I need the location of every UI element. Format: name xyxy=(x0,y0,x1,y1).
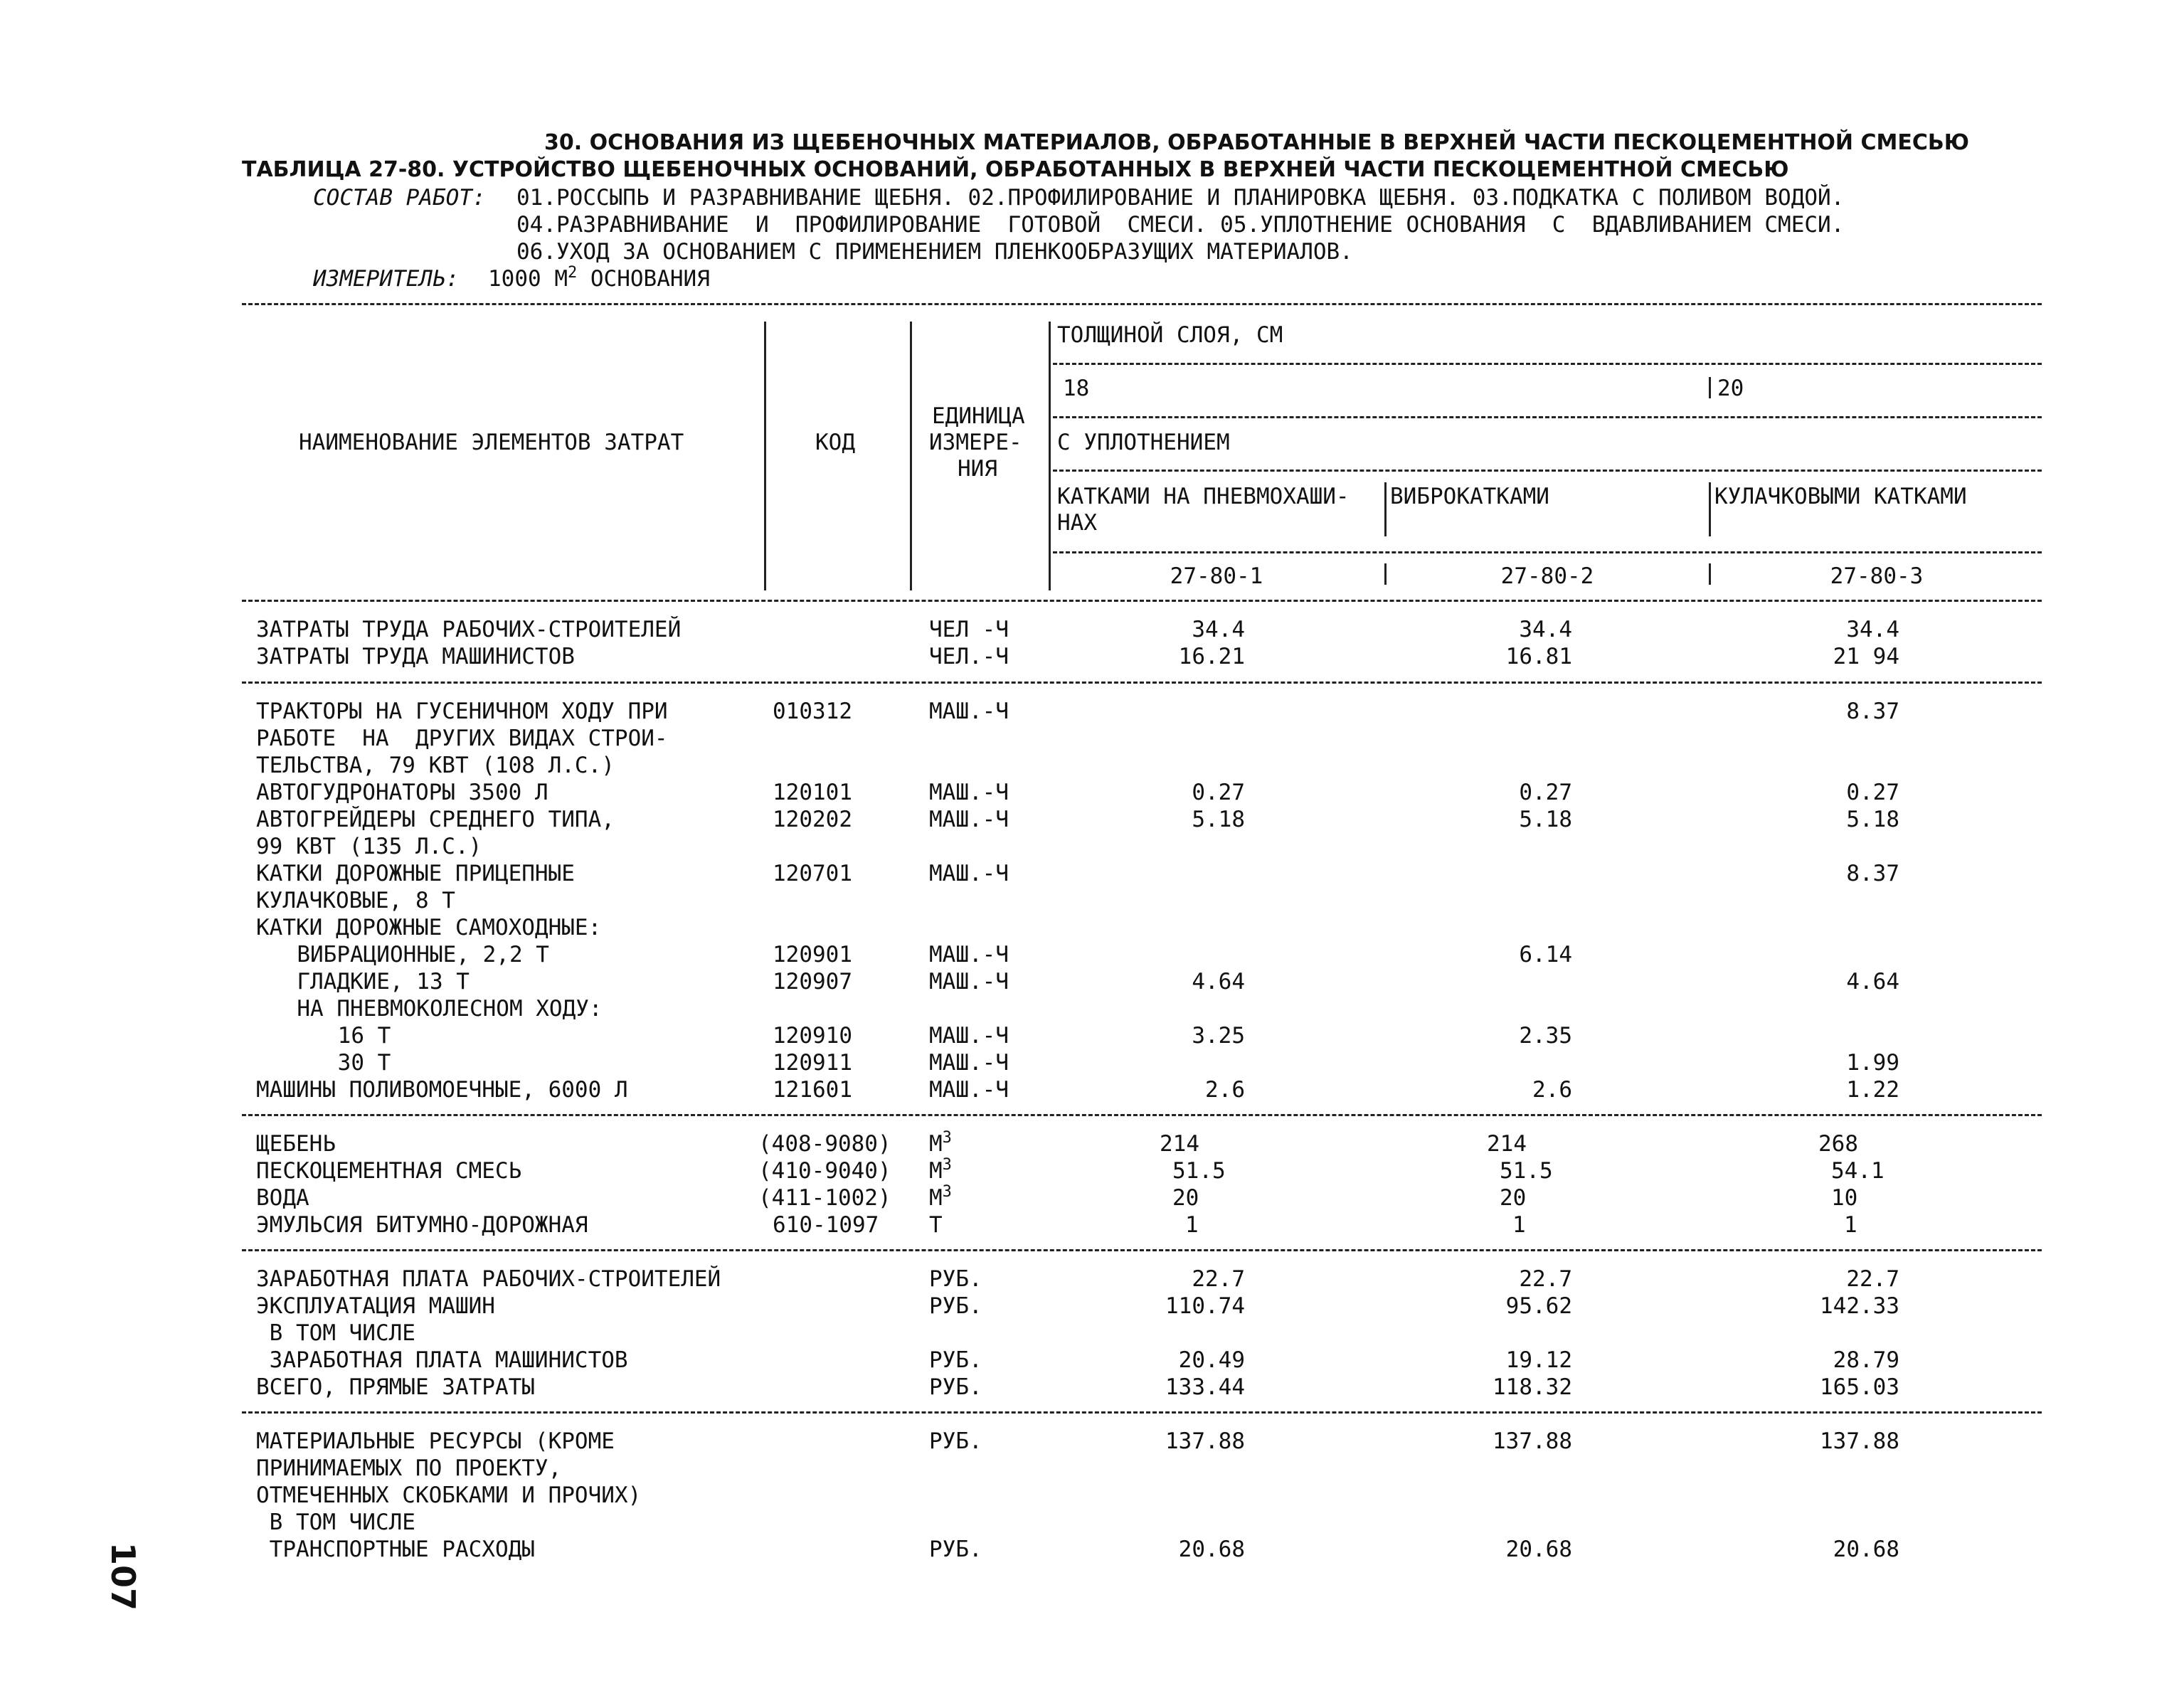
work-composition-line: 04.РАЗРАВНИВАНИЕ И ПРОФИЛИРОВАНИЕ ГОТОВОЙ СМЕСИ. 05.УПЛОТНЕНИЕ ОСНОВАНИЯ С ВДАВЛИВАНИЕМ СМЕСИ. xyxy=(516,212,1845,238)
header-thickness: ТОЛЩИНОЙ СЛОЯ, СМ xyxy=(1057,322,1283,348)
unit-m3: $М^3$ xyxy=(929,1156,952,1184)
header-thickness-18: 18 xyxy=(1063,376,1090,401)
measure-value: 1000 $М^2$ ОСНОВАНИЯ xyxy=(488,264,710,292)
table-row: В ТОМ ЧИСЛЕ xyxy=(256,1320,415,1346)
unit-m3: $М^3$ xyxy=(929,1183,952,1211)
header-roller-cam: КУЛАЧКОВЫМИ КАТКАМИ xyxy=(1714,484,1967,509)
unit-m3: $М^3$ xyxy=(929,1129,952,1157)
divider xyxy=(242,682,2042,684)
work-composition-label: СОСТАВ РАБОТ: xyxy=(313,185,486,211)
column-rule xyxy=(910,322,912,590)
header-unit-column: ИЗМЕРЕ- xyxy=(929,430,1022,455)
table-row: ПРИНИМАЕМЫХ ПО ПРОЕКТУ, xyxy=(256,1455,562,1481)
divider xyxy=(1053,416,2042,418)
column-rule xyxy=(1049,322,1051,590)
header-unit-column: ЕДИНИЦА xyxy=(932,403,1025,429)
divider xyxy=(242,303,2042,305)
measure-label: ИЗМЕРИТЕЛЬ: xyxy=(313,266,460,292)
column-rule xyxy=(764,322,766,590)
divider xyxy=(1053,470,2042,472)
divider xyxy=(242,600,2042,602)
section-title: 30. ОСНОВАНИЯ ИЗ ЩЕБЕНОЧНЫХ МАТЕРИАЛОВ, ОБРАБОТАННЫЕ В ВЕРХНЕЙ ЧАСТИ ПЕСКОЦЕМЕНТНОЙ СМЕСЬЮ xyxy=(544,130,1969,155)
header-unit-column: НИЯ xyxy=(958,456,997,482)
header-name-column: НАИМЕНОВАНИЕ ЭЛЕМЕНТОВ ЗАТРАТ xyxy=(299,430,684,455)
header-code-column: КОД xyxy=(815,430,855,455)
column-rule xyxy=(1709,377,1711,398)
table-title: ТАБЛИЦА 27-80. УСТРОЙСТВО ЩЕБЕНОЧНЫХ ОСНОВАНИЙ, ОБРАБОТАННЫХ В ВЕРХНЕЙ ЧАСТИ ПЕСКОЦЕМЕНТНОЙ СМЕСЬЮ xyxy=(242,157,1789,182)
divider xyxy=(1053,551,2042,553)
column-rule xyxy=(1709,482,1711,536)
work-composition-line: 01.РОССЫПЬ И РАЗРАВНИВАНИЕ ЩЕБНЯ. 02.ПРОФИЛИРОВАНИЕ И ПЛАНИРОВКА ЩЕБНЯ. 03.ПОДКАТКА С ПОЛИВОМ ВОДОЙ. xyxy=(516,185,1845,211)
header-compaction: С УПЛОТНЕНИЕМ xyxy=(1057,430,1230,455)
table-row: КУЛАЧКОВЫЕ, 8 Т xyxy=(256,888,455,913)
header-code-2: 27-80-2 xyxy=(1500,563,1594,589)
divider xyxy=(1053,363,2042,365)
table-row: РАБОТЕ НА ДРУГИХ ВИДАХ СТРОИ- xyxy=(256,726,668,751)
table-row: ОТМЕЧЕННЫХ СКОБКАМИ И ПРОЧИХ) xyxy=(256,1483,642,1508)
header-code-1: 27-80-1 xyxy=(1170,563,1263,589)
header-roller-vibro: ВИБРОКАТКАМИ xyxy=(1390,484,1549,509)
work-composition-line: 06.УХОД ЗА ОСНОВАНИЕМ С ПРИМЕНЕНИЕМ ПЛЕНКООБРАЗУЩИХ МАТЕРИАЛОВ. xyxy=(516,239,1353,265)
header-code-3: 27-80-3 xyxy=(1830,563,1924,589)
page-number: 107 xyxy=(104,1542,142,1611)
divider xyxy=(242,1114,2042,1116)
header-thickness-20: 20 xyxy=(1717,376,1744,401)
table-row: ТЕЛЬСТВА, 79 КВТ (108 Л.С.) xyxy=(256,753,615,778)
table-row: КАТКИ ДОРОЖНЫЕ САМОХОДНЫЕ: xyxy=(256,915,602,940)
header-roller-pneumatic: КАТКАМИ НА ПНЕВМОХАШИ- xyxy=(1057,484,1350,509)
divider xyxy=(242,1249,2042,1251)
column-rule xyxy=(1709,563,1711,585)
table-row: 99 КВТ (135 Л.С.) xyxy=(256,834,482,859)
divider xyxy=(242,1411,2042,1414)
column-rule xyxy=(1384,563,1387,585)
header-roller-pneumatic: НАХ xyxy=(1057,510,1097,536)
table-row: В ТОМ ЧИСЛЕ xyxy=(256,1510,415,1535)
column-rule xyxy=(1384,482,1387,536)
table-row: НА ПНЕВМОКОЛЕСНОМ ХОДУ: xyxy=(270,996,603,1022)
